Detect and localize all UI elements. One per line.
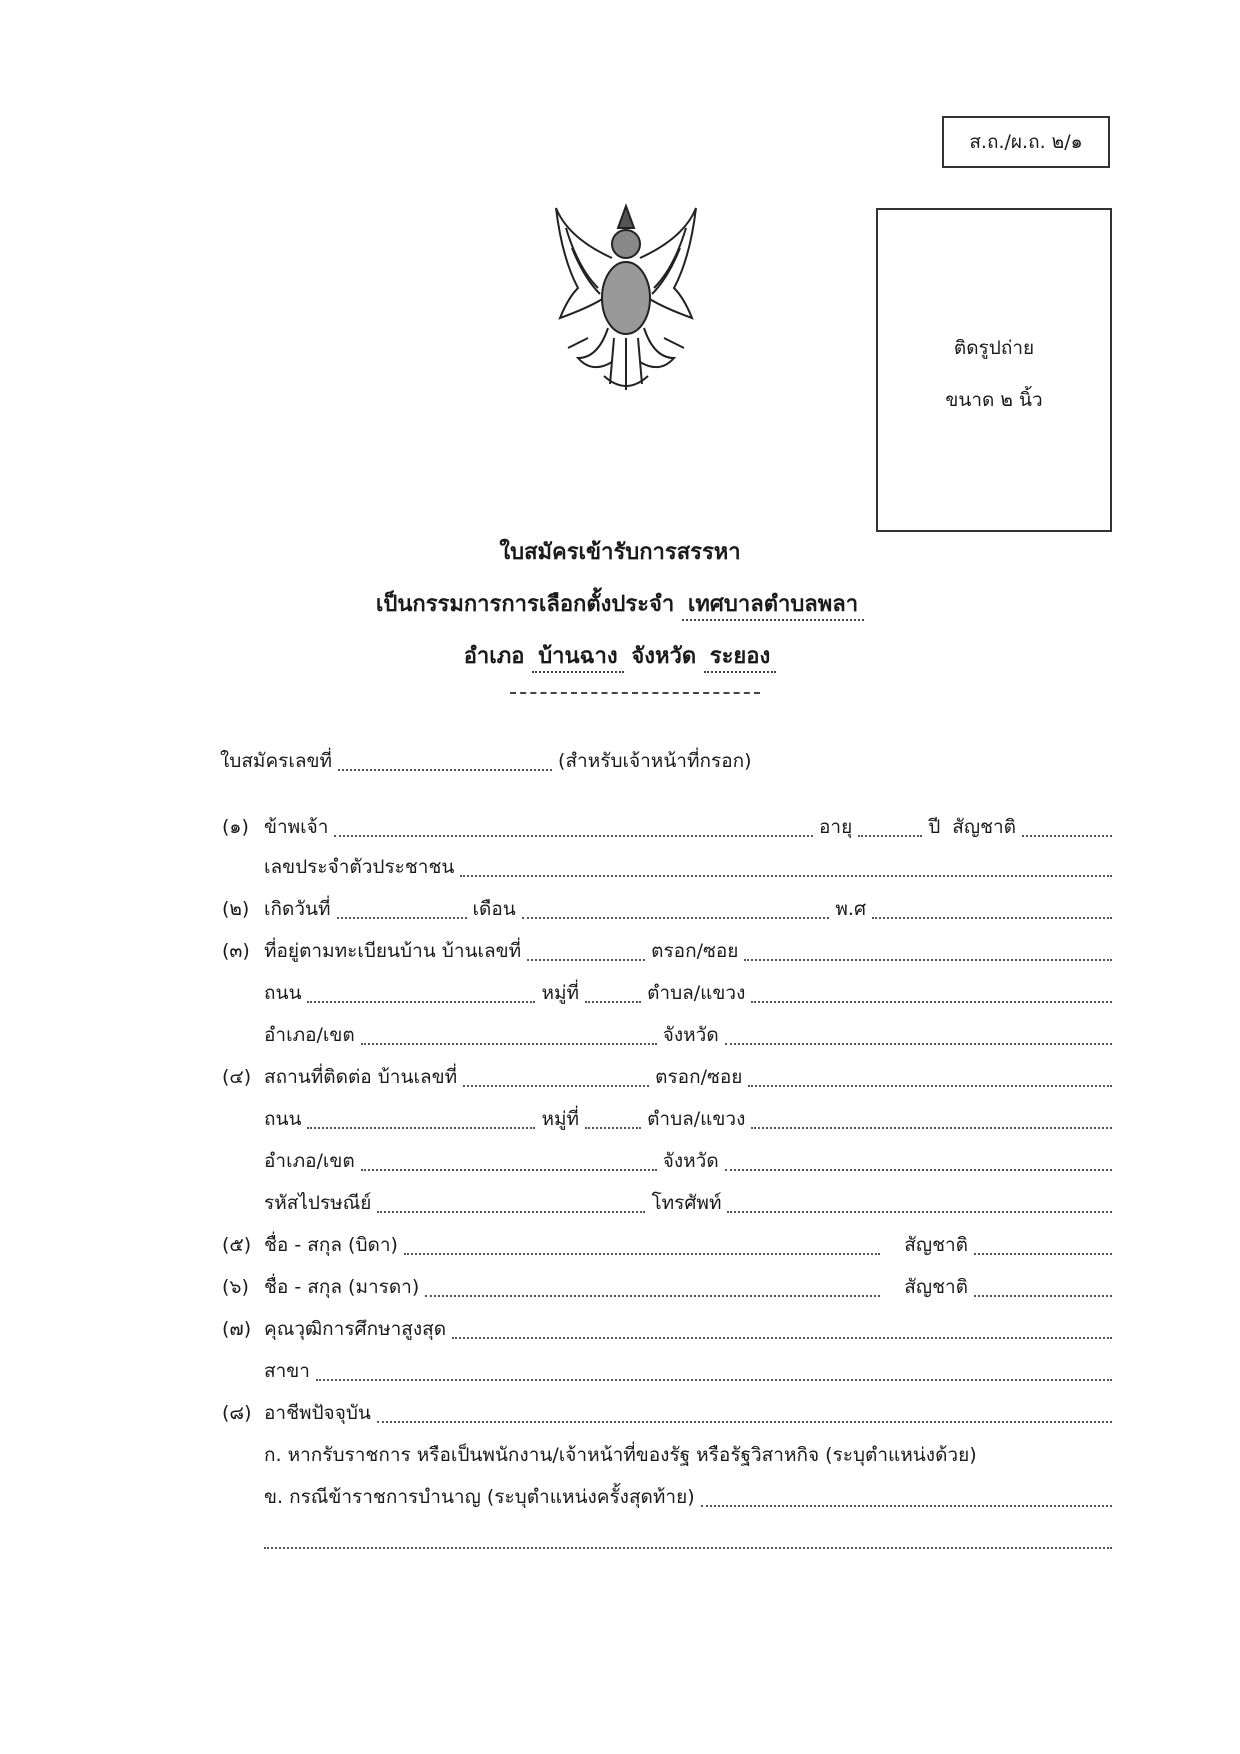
- item-number-1: (๑): [222, 816, 249, 838]
- birth-month-field[interactable]: [522, 917, 830, 919]
- contact-alley-label: ตรอก/ซอย: [655, 1066, 743, 1088]
- application-no-label: ใบสมัครเลขที่: [220, 750, 333, 772]
- item-number-3: (๓): [222, 940, 250, 962]
- item-4-road-row: [258, 1104, 1112, 1134]
- retired-position-label: ข. กรณีข้าราชการบำนาญ (ระบุตำแหน่งครั้งสุดท้าย): [264, 1486, 695, 1508]
- item-8-extra-row: [258, 1524, 1112, 1554]
- house-no-field[interactable]: [527, 959, 645, 961]
- birth-day-label: เกิดวันที่: [264, 898, 331, 920]
- birth-month-label: เดือน: [472, 898, 516, 920]
- contact-moo-label: หมู่ที่: [541, 1108, 580, 1130]
- occupation-label: อาชีพปัจจุบัน: [264, 1402, 371, 1424]
- mother-nationality-label: สัญชาติ: [904, 1276, 968, 1298]
- retired-position-field[interactable]: [701, 1505, 1112, 1507]
- district-value: บ้านฉาง: [532, 644, 623, 673]
- form-code: ส.ถ./ผ.ถ. ๒/๑: [942, 116, 1110, 168]
- item-2-row: [258, 894, 1112, 924]
- contact-subdistrict-field[interactable]: [751, 1127, 1112, 1129]
- item-3-district-row: [258, 1020, 1112, 1050]
- province-field-3[interactable]: [725, 1043, 1112, 1045]
- application-no-row: [214, 746, 814, 776]
- father-name-label: ชื่อ - สกุล (บิดา): [264, 1234, 398, 1256]
- age-label: อายุ: [819, 816, 853, 838]
- item-number-6: (๖): [222, 1276, 249, 1298]
- title-line-1: ใบสมัครเข้ารับการสรรหา: [499, 540, 741, 565]
- application-no-field[interactable]: [338, 769, 552, 771]
- id-field[interactable]: [460, 875, 1112, 877]
- age-field[interactable]: [858, 835, 922, 837]
- item-8-b-row: [258, 1482, 1112, 1512]
- phone-field[interactable]: [727, 1211, 1112, 1213]
- item-6-row: [258, 1272, 1112, 1302]
- contact-road-label: ถนน: [264, 1108, 302, 1130]
- photo-placeholder: [876, 208, 1112, 532]
- item-4-postcode-row: [258, 1188, 1112, 1218]
- alley-field[interactable]: [744, 959, 1112, 961]
- house-address-label: ที่อยู่ตามทะเบียนบ้าน บ้านเลขที่: [264, 940, 522, 962]
- id-label: เลขประจำตัวประชาชน: [264, 856, 455, 878]
- contact-moo-field[interactable]: [585, 1127, 641, 1129]
- item-number-8: (๘): [222, 1402, 252, 1424]
- subdistrict-field[interactable]: [751, 1001, 1112, 1003]
- major-field[interactable]: [316, 1379, 1112, 1381]
- nationality-field[interactable]: [1022, 835, 1112, 837]
- extra-field[interactable]: [264, 1547, 1112, 1549]
- birth-day-field[interactable]: [337, 917, 467, 919]
- postcode-label: รหัสไปรษณีย์: [264, 1192, 372, 1214]
- photo-label: ติดรูปถ่าย: [953, 337, 1035, 359]
- moo-label: หมู่ที่: [541, 982, 580, 1004]
- mother-name-label: ชื่อ - สกุล (มารดา): [264, 1276, 420, 1298]
- contact-district-label: อำเภอ/เขต: [264, 1150, 355, 1172]
- item-8-a-row: [258, 1440, 1112, 1470]
- title-line-3: [0, 638, 1240, 673]
- province-label-3: จังหวัด: [662, 1024, 719, 1046]
- name-field[interactable]: [334, 835, 813, 837]
- item-number-7: (๗): [222, 1318, 252, 1340]
- nationality-label: สัญชาติ: [952, 816, 1016, 838]
- district-label-3: อำเภอ/เขต: [264, 1024, 355, 1046]
- year-label: ปี: [928, 816, 941, 838]
- item-4-district-row: [258, 1146, 1112, 1176]
- major-label: สาขา: [264, 1360, 310, 1382]
- item-number-4: (๔): [222, 1066, 252, 1088]
- item-8-row: [258, 1398, 1112, 1428]
- id-row: [258, 852, 1112, 882]
- mother-nationality-field[interactable]: [974, 1295, 1112, 1297]
- government-position-note: ก. หากรับราชการ หรือเป็นพนักงาน/เจ้าหน้าที่ของรัฐ หรือรัฐวิสาหกิจ (ระบุตำแหน่งด้วย): [264, 1444, 977, 1466]
- education-field[interactable]: [452, 1337, 1112, 1339]
- birth-year-field[interactable]: [872, 917, 1112, 919]
- subdistrict-label: ตำบล/แขวง: [647, 982, 746, 1004]
- moo-field[interactable]: [585, 1001, 641, 1003]
- contact-alley-field[interactable]: [748, 1085, 1112, 1087]
- item-number-5: (๕): [222, 1234, 252, 1256]
- name-label: ข้าพเจ้า: [264, 816, 329, 838]
- item-5-row: [258, 1230, 1112, 1260]
- contact-province-field[interactable]: [725, 1169, 1112, 1171]
- title-separator: [510, 692, 760, 694]
- item-number-2: (๒): [222, 898, 250, 920]
- birth-year-label: พ.ศ: [835, 898, 866, 920]
- item-3-road-row: [258, 978, 1112, 1008]
- father-nationality-field[interactable]: [974, 1253, 1112, 1255]
- contact-province-label: จังหวัด: [662, 1150, 719, 1172]
- mother-name-field[interactable]: [425, 1295, 880, 1297]
- province-value: ระยอง: [704, 644, 776, 673]
- title-line-2-prefix: เป็นกรรมการการเลือกตั้งประจำ: [375, 592, 675, 617]
- province-label: จังหวัด: [631, 644, 697, 669]
- postcode-field[interactable]: [377, 1211, 645, 1213]
- photo-size-label: ขนาด ๒ นิ้ว: [945, 389, 1043, 411]
- road-label: ถนน: [264, 982, 302, 1004]
- item-4-row: [258, 1062, 1112, 1092]
- application-no-note: (สำหรับเจ้าหน้าที่กรอก): [558, 750, 752, 772]
- item-7-row: [258, 1314, 1112, 1344]
- father-name-field[interactable]: [404, 1253, 880, 1255]
- item-7-major-row: [258, 1356, 1112, 1386]
- contact-district-field[interactable]: [361, 1169, 657, 1171]
- district-label: อำเภอ: [463, 644, 525, 669]
- garuda-emblem-icon: [548, 198, 704, 396]
- contact-subdistrict-label: ตำบล/แขวง: [647, 1108, 746, 1130]
- occupation-field[interactable]: [377, 1421, 1112, 1423]
- contact-road-field[interactable]: [307, 1127, 535, 1129]
- contact-house-no-field[interactable]: [463, 1085, 649, 1087]
- contact-address-label: สถานที่ติดต่อ บ้านเลขที่: [264, 1066, 458, 1088]
- road-field[interactable]: [307, 1001, 535, 1003]
- district-field-3[interactable]: [361, 1043, 657, 1045]
- education-label: คุณวุฒิการศึกษาสูงสุด: [264, 1318, 447, 1340]
- father-nationality-label: สัญชาติ: [904, 1234, 968, 1256]
- title-line-2: [0, 586, 1240, 621]
- phone-label: โทรศัพท์: [651, 1192, 722, 1214]
- item-3-row: [258, 936, 1112, 966]
- alley-label: ตรอก/ซอย: [651, 940, 739, 962]
- item-1-row: [258, 812, 1112, 842]
- municipality-value: เทศบาลตำบลพลา: [682, 592, 864, 621]
